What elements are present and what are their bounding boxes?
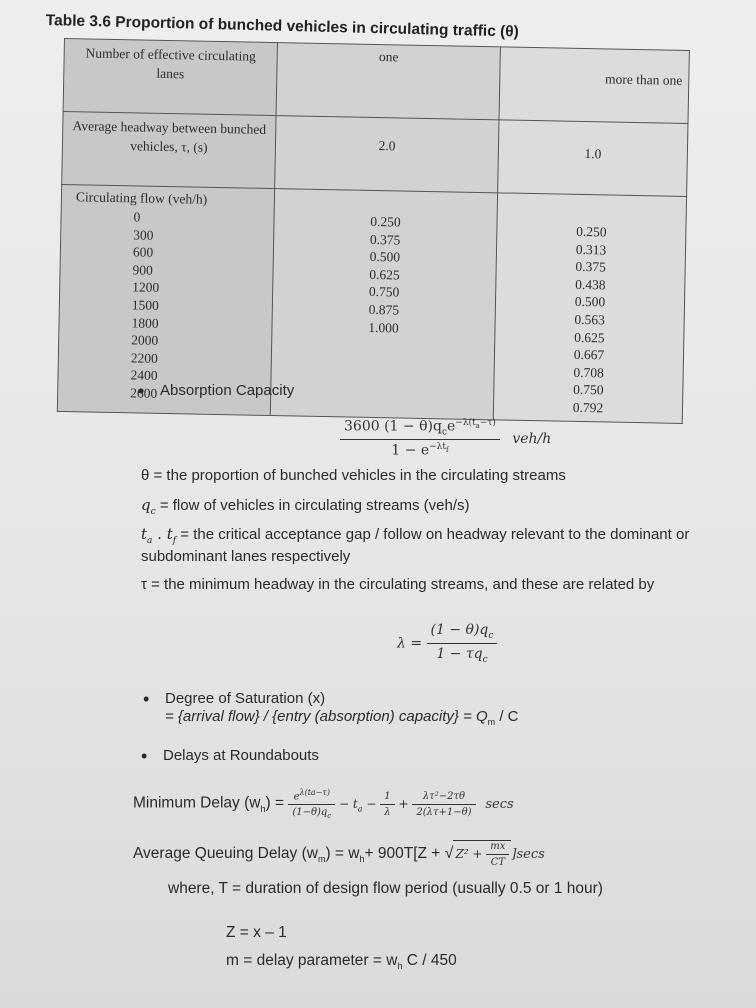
tau-one-value: 2.0	[378, 138, 396, 154]
delays-heading: • Delays at Roundabouts	[163, 747, 319, 764]
col-more-text: more than one	[604, 71, 683, 88]
absorption-fraction: $\frac{3600 (1 - \theta)q_ce^{-\lambda(t_a-\tau)}}{1 - e^{-\lambda t_f}}$	[340, 418, 500, 459]
where-m: m = delay parameter = $w_h$ C / 450	[226, 952, 457, 972]
flow-value: 2200	[130, 350, 159, 366]
multi-lane-theta: 0.625	[574, 329, 605, 345]
multi-lane-values	[493, 193, 686, 423]
flow-value: 1500	[131, 297, 160, 313]
flow-value: 0	[133, 209, 141, 225]
flow-value: 900	[132, 262, 153, 278]
one-lane-theta: 0.250	[370, 213, 401, 230]
flow-value: 1200	[132, 279, 160, 296]
header-lanes-label	[63, 39, 277, 116]
absorption-formula	[340, 418, 551, 459]
header-more	[499, 47, 689, 124]
multi-lane-theta: 0.250	[576, 223, 607, 240]
def-ta-tf: $t_a$ . $t_f$ = the critical acceptance gap / follow on headway relevant to the dominant or	[141, 525, 690, 546]
flow-value: 2000	[131, 332, 159, 349]
multi-lane-list	[500, 197, 680, 418]
multi-lane-theta: 0.792	[572, 399, 604, 416]
one-lane-values	[270, 189, 497, 420]
header-headway-label	[62, 111, 276, 188]
multi-lane-theta: 0.667	[573, 347, 605, 363]
def-theta: θ = the proportion of bunched vehicles in the circulating streams	[141, 467, 566, 484]
flow-value: 300	[133, 226, 154, 243]
flow-list	[64, 205, 268, 404]
multi-lane-theta: 0.500	[574, 294, 606, 310]
flow-column	[57, 184, 274, 415]
one-lane-theta: 0.500	[369, 249, 401, 265]
flow-value: 1800	[131, 314, 159, 331]
def-ta-tf-cont: subdominant lanes respectively	[141, 548, 351, 565]
average-delay-formula: Average Queuing Delay $(w_m) = w_h+ 900T[Z$ + √ Z² + $\frac{mx}{CT}$ ]secs	[133, 841, 545, 868]
lambda-formula: λ = $\frac{(1 - \theta)q_c}{1 - \tau q_c}$	[397, 622, 497, 665]
def-tau: τ = the minimum headway in the circulating streams, and these are related by	[141, 576, 655, 593]
flow-value: 600	[132, 244, 154, 260]
where-Z: Z = x – 1	[226, 924, 287, 941]
tau-more-cell	[498, 120, 688, 197]
minimum-delay-formula: Minimum Delay $(w_h)$ = $\frac{e^{\lambda(ta-\tau)}}{(1-\theta)q_c}$ − $t_a$ − $\frac{1}{\lambda}$ + $\frac{\text{λτ²−2τθ}}{2(\lambda\tau+1-\theta)}$ secs	[133, 788, 514, 821]
tau-one-cell	[275, 116, 499, 193]
one-lane-theta: 0.875	[368, 301, 400, 318]
saturation-heading: • Degree of Saturation (x)	[165, 690, 325, 707]
multi-lane-theta: 0.438	[575, 276, 606, 293]
absorption-unit: veh/h	[512, 430, 552, 447]
flow-value: 2400	[130, 367, 158, 384]
multi-lane-theta: 0.375	[575, 259, 607, 275]
saturation-definition: = {arrival flow} / {entry (absorption) capacity} = $Q_m$ / C	[165, 708, 519, 727]
multi-lane-theta: 0.313	[575, 241, 607, 258]
lanes-label-text: Number of effective circulating lanes	[85, 45, 256, 82]
col-one-text: one	[378, 49, 399, 65]
one-lane-theta: 0.750	[368, 284, 400, 300]
where-T: where, T = duration of design flow period (usually 0.5 or 1 hour)	[168, 880, 603, 897]
flow-label: Circulating flow (veh/h)	[75, 189, 208, 207]
one-lane-theta: 0.375	[369, 231, 401, 248]
flow-value: 2600	[130, 385, 158, 401]
tau-more-value: 1.0	[584, 146, 602, 162]
absorption-heading: • Absorption Capacity	[160, 382, 294, 399]
header-one	[276, 43, 500, 120]
one-lane-theta: 0.625	[369, 266, 400, 283]
one-lane-theta: 1.000	[368, 319, 399, 336]
def-qc: $q_c$ = flow of vehicles in circulating streams (veh/s)	[141, 496, 470, 517]
table-title: Table 3.6 Proportion of bunched vehicles in circulating traffic (θ)	[45, 12, 520, 41]
multi-lane-theta: 0.708	[573, 364, 605, 381]
multi-lane-theta: 0.750	[573, 382, 604, 398]
multi-lane-theta: 0.563	[574, 311, 606, 328]
bunched-vehicles-table-wrap	[57, 38, 690, 423]
one-lane-list	[278, 193, 491, 338]
bunched-vehicles-table	[57, 38, 690, 423]
headway-label-text: Average headway between bunched vehicles, τ, (s)	[72, 118, 267, 155]
